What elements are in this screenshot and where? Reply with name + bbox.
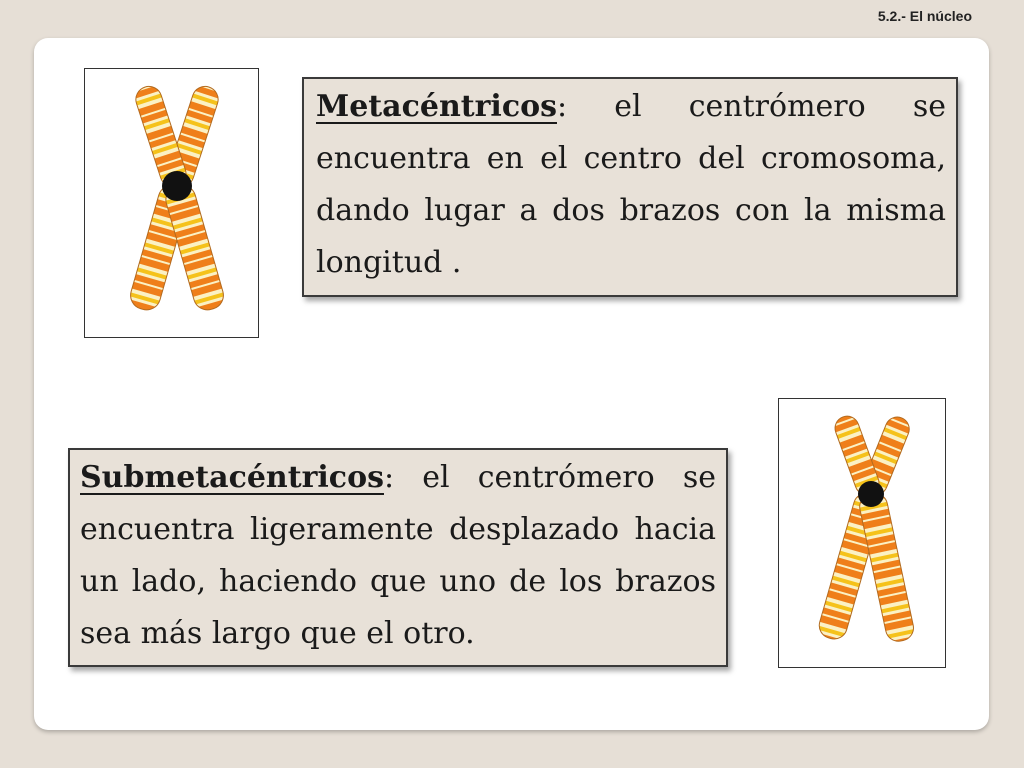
metacentric-description-box xyxy=(302,77,958,297)
submetacentric-term: Submetacéntricos xyxy=(80,460,384,495)
submetacentric-chromosome-icon xyxy=(779,399,945,667)
metacentric-separator: : xyxy=(556,89,568,124)
submetacentric-chromosome-image xyxy=(778,398,946,668)
submetacentric-separator: : xyxy=(383,460,395,495)
submetacentric-description: el centrómero se encuentra ligeramente desplazado hacia un lado, haciendo que uno de los brazos sea más largo que el otro. xyxy=(80,460,716,651)
submetacentric-paragraph xyxy=(80,452,716,660)
submetacentric-description-box xyxy=(68,448,728,667)
metacentric-chromosome-icon xyxy=(85,69,258,337)
metacentric-term: Metacéntricos xyxy=(316,89,557,124)
metacentric-description: el centrómero se encuentra en el centro del cromosoma, dando lugar a dos brazos con la misma longitud . xyxy=(316,89,946,280)
section-title: 5.2.- El núcleo xyxy=(877,8,972,24)
metacentric-chromosome-image xyxy=(84,68,259,338)
metacentric-paragraph xyxy=(316,81,946,289)
